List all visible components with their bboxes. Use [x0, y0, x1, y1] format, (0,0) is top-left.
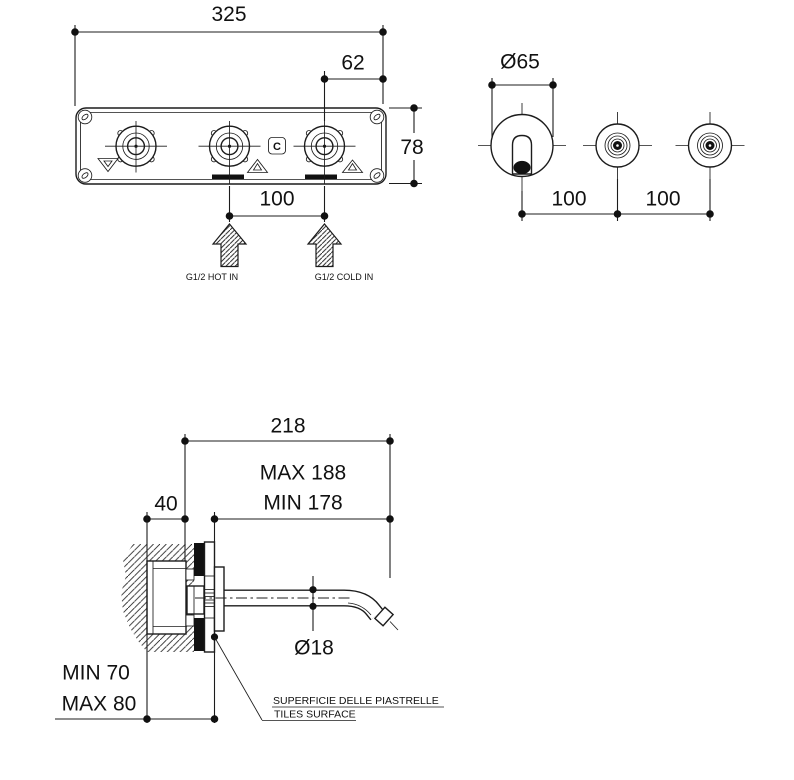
dim-overall-width [71, 3, 387, 106]
tile-section-bottom [194, 618, 205, 651]
dim-spout-diameter-text: Ø18 [294, 636, 334, 660]
dim-body-depth [143, 493, 189, 523]
tiles-surface-label-it: SUPERFICIE DELLE PIASTRELLE [273, 695, 439, 707]
dim-recess-min-text: MIN 70 [62, 661, 130, 685]
dim-recess-max-text: MAX 80 [61, 692, 137, 716]
dim-total-projection-text: 218 [270, 414, 306, 438]
outlet-slot-right [305, 175, 337, 180]
dim-spout-to-left-handle-text: 100 [551, 187, 587, 211]
hot-inlet-label: G1/2 HOT IN [185, 272, 239, 282]
dim-plate-height-text: 78 [400, 136, 424, 159]
dim-right-valve-offset-text: 62 [341, 51, 365, 75]
dim-spout-projection-min-text: MIN 178 [263, 491, 343, 515]
cold-inlet-arrow-icon [308, 224, 341, 267]
dim-spout-projection-max-text: MAX 188 [259, 461, 347, 485]
spout-outlet-opening [513, 161, 530, 174]
rough-in-view [71, 3, 423, 282]
dim-escutcheon-diameter-text: Ø65 [500, 50, 540, 74]
brand-badge-glyph: C [273, 141, 281, 153]
hot-inlet-arrow-icon [213, 224, 246, 267]
handle-hot-front [583, 112, 652, 179]
dim-inlet-spacing-text: 100 [259, 187, 295, 211]
corner-screw-top-left [78, 110, 92, 124]
dim-left-to-right-handle-text: 100 [645, 187, 681, 211]
corner-screw-top-right [370, 110, 384, 124]
brand-badge [269, 138, 286, 155]
dim-spout-diameter [294, 576, 334, 660]
corner-screw-bottom-right [370, 169, 384, 183]
dim-plate-height [389, 104, 424, 187]
outlet-slot-left [212, 175, 244, 180]
tiles-surface-label-en: TILES SURFACE [274, 708, 356, 721]
dim-overall-width-text: 325 [211, 3, 247, 26]
side-view [55, 415, 444, 724]
dim-body-depth-text: 40 [154, 492, 178, 516]
dim-inlet-spacing [226, 186, 329, 222]
dim-spout-projection [211, 462, 394, 543]
corner-screw-bottom-left [78, 169, 92, 183]
front-view [478, 51, 745, 222]
dim-centers-spacing [518, 179, 714, 221]
spout-escutcheon-side [215, 567, 225, 631]
spout-side [224, 598, 398, 630]
tile-section-top [194, 543, 205, 576]
handle-cold-front [676, 112, 745, 179]
cold-inlet-label: G1/2 COLD IN [314, 272, 374, 282]
